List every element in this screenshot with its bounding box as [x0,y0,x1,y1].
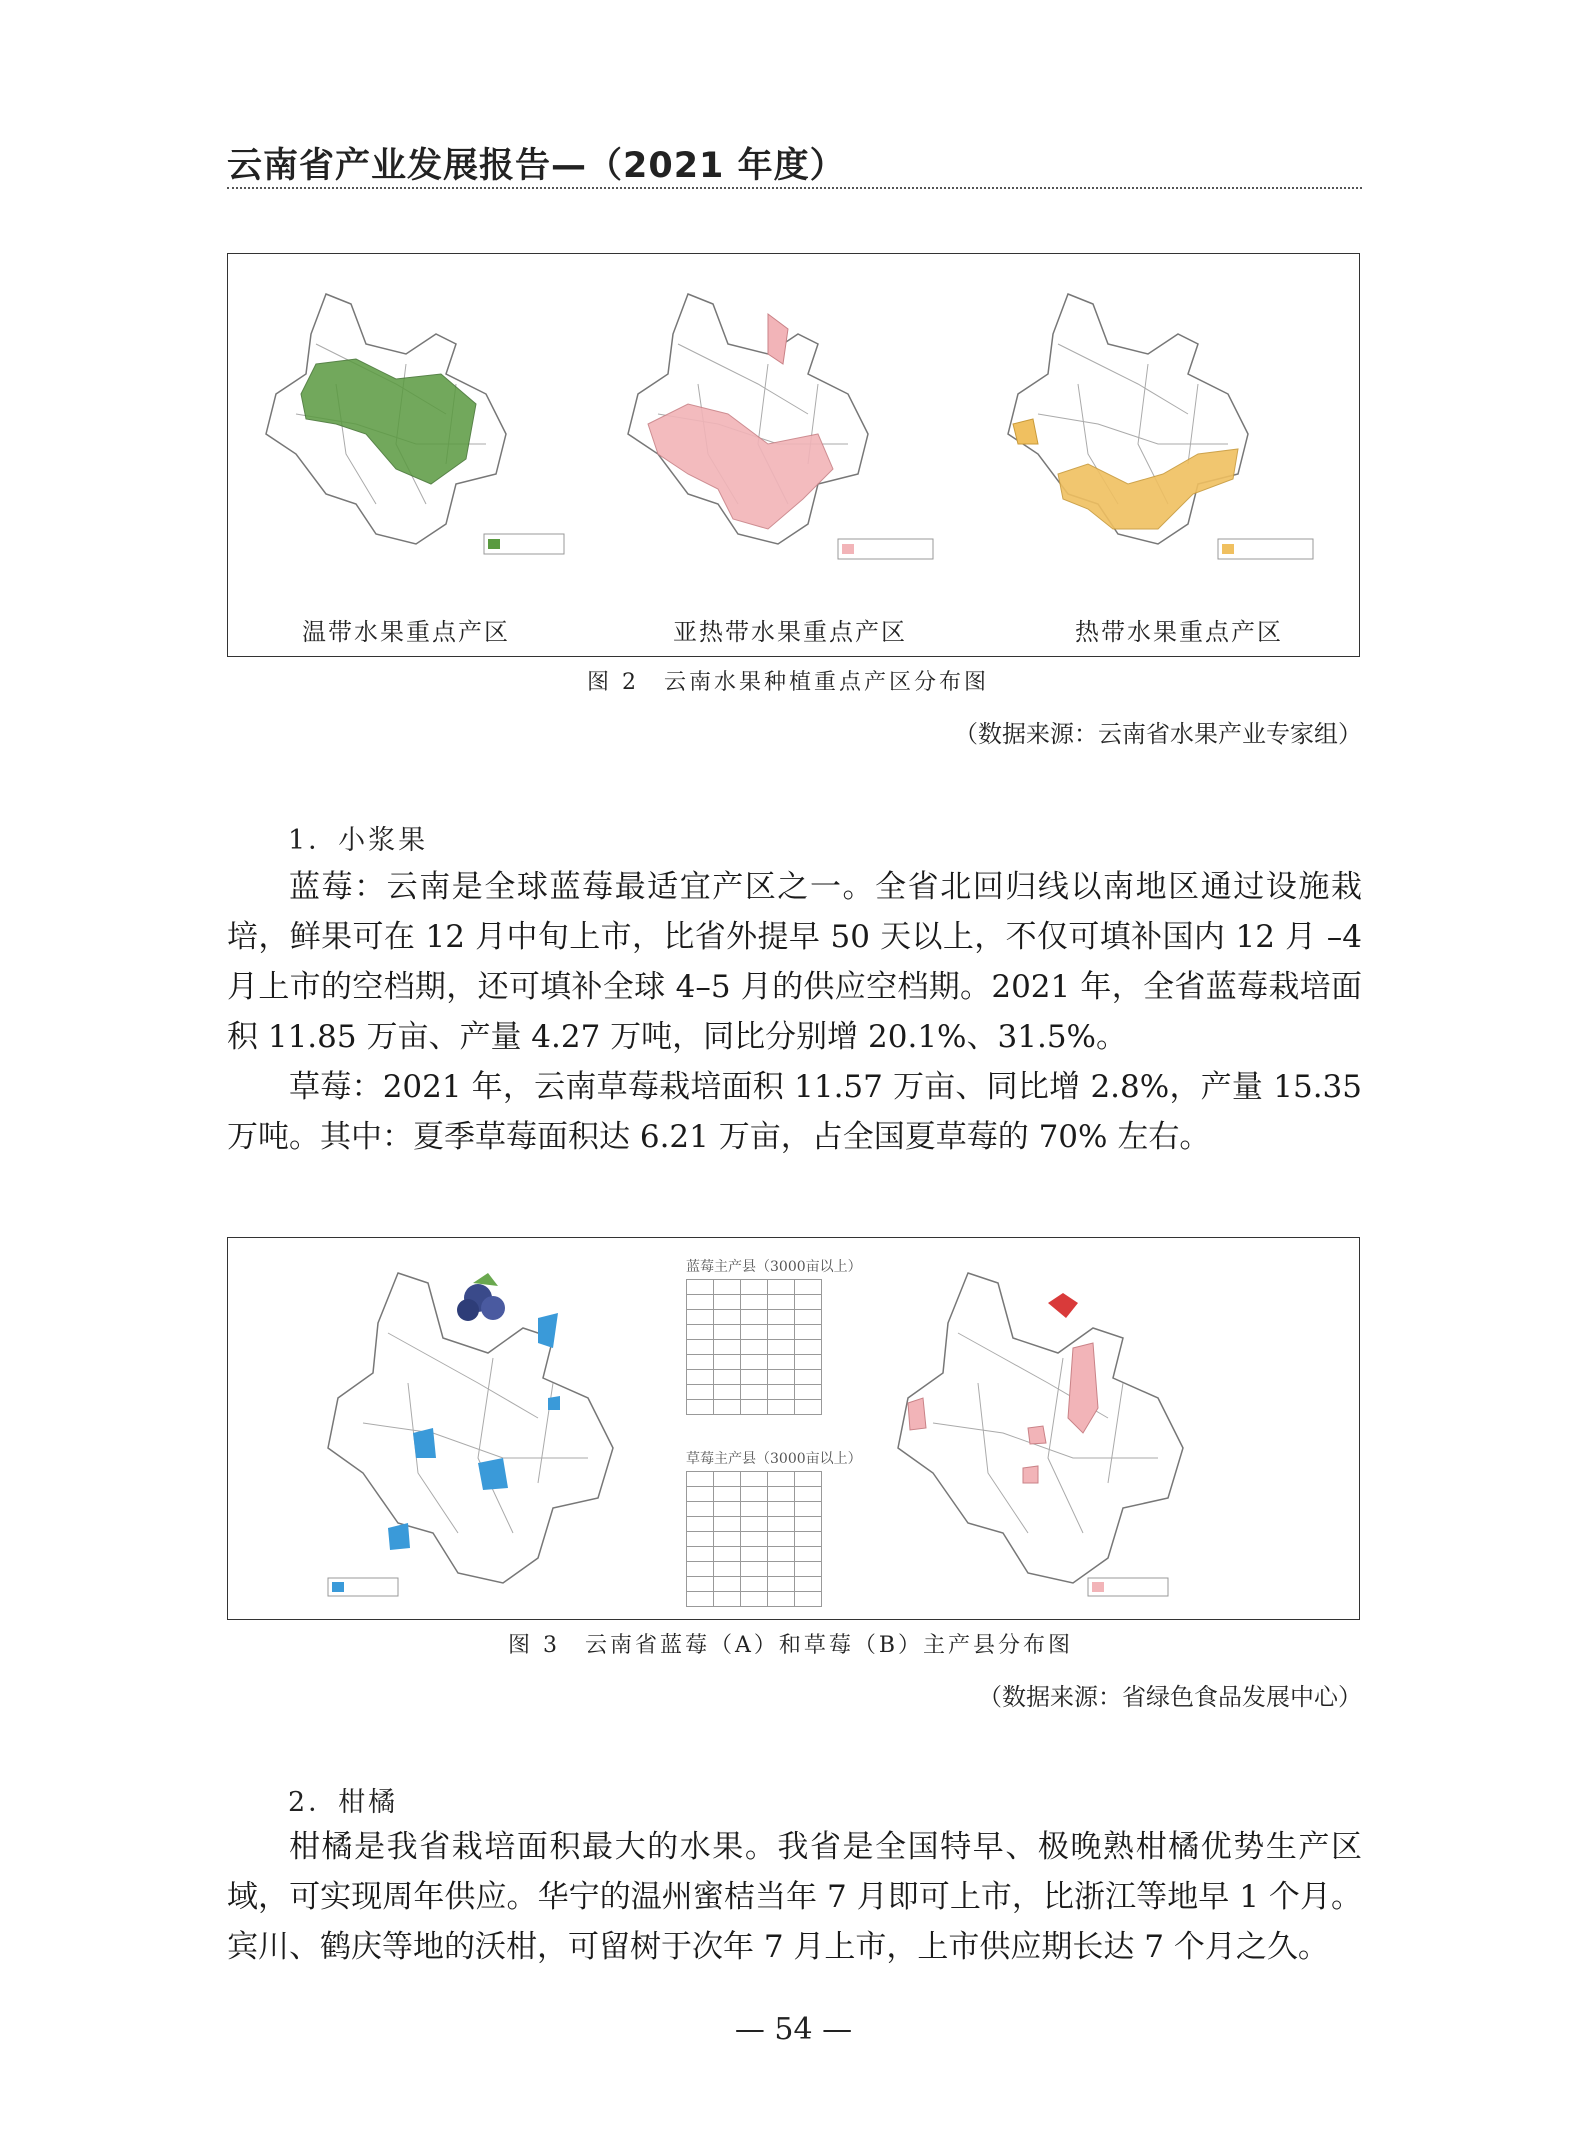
figure-2-caption: 图 2 云南水果种植重点产区分布图 [587,670,989,695]
subtropical-fruit-map [618,284,948,584]
running-header: 云南省产业发展报告—（2021 年度） [227,146,846,186]
blueberry-paragraph: 蓝莓：云南是全球蓝莓最适宜产区之一。全省北回归线以南地区通过设施栽培，鲜果可在 12 月中旬上市，比省外提早 50 天以上，不仅可填补国内 12 月 –4 月上市的空档期，还可填补全球 4–5 月的供应空档期。2021 年，全省蓝莓栽培面积 11.85 万亩、产量 4.27 万吨，同比分别增 20.1%、31.5%。 [227,869,1362,1055]
figure-2-frame [227,253,1360,657]
strawberry-county-table [686,1471,822,1607]
temperate-fruit-map [256,284,576,584]
tropical-fruit-map [998,284,1328,584]
temperate-map-label: 温带水果重点产区 [302,618,510,646]
blueberry-county-table [686,1279,822,1415]
figure-2-source: （数据来源：云南省水果产业专家组） [954,720,1362,748]
tropical-map-label: 热带水果重点产区 [1075,618,1283,646]
blueberry-table [686,1256,862,1415]
figure-3-caption: 图 3 云南省蓝莓（A）和草莓（B）主产县分布图 [508,1633,1074,1658]
strawberry-table [686,1448,862,1607]
subtropical-map-label: 亚热带水果重点产区 [673,618,907,646]
section-1-heading: 1．小浆果 [288,825,429,856]
figure-3-source: （数据来源：省绿色食品发展中心） [978,1683,1362,1711]
blueberry-county-map [318,1258,648,1608]
strawberry-county-map [888,1258,1218,1608]
blueberry-table-title: 蓝莓主产县（3000亩以上） [686,1259,862,1275]
strawberry-paragraph: 草莓：2021 年，云南草莓栽培面积 11.57 万亩、同比增 2.8%，产量 15.35 万吨。其中：夏季草莓面积达 6.21 万亩，占全国夏草莓的 70% 左右。 [227,1069,1362,1155]
citrus-paragraph: 柑橘是我省栽培面积最大的水果。我省是全国特早、极晚熟柑橘优势生产区域，可实现周年供应。华宁的温州蜜桔当年 7 月即可上市，比浙江等地早 1 个月。宾川、鹤庆等地的沃柑，可留树于次年 7 月上市，上市供应期长达 7 个月之久。 [227,1829,1362,1965]
section-2-heading: 2．柑橘 [288,1787,399,1818]
header-rule [227,187,1362,189]
figure-3-frame [227,1237,1360,1620]
strawberry-table-title: 草莓主产县（3000亩以上） [686,1451,862,1467]
page-number: — 54 — [734,2012,853,2047]
